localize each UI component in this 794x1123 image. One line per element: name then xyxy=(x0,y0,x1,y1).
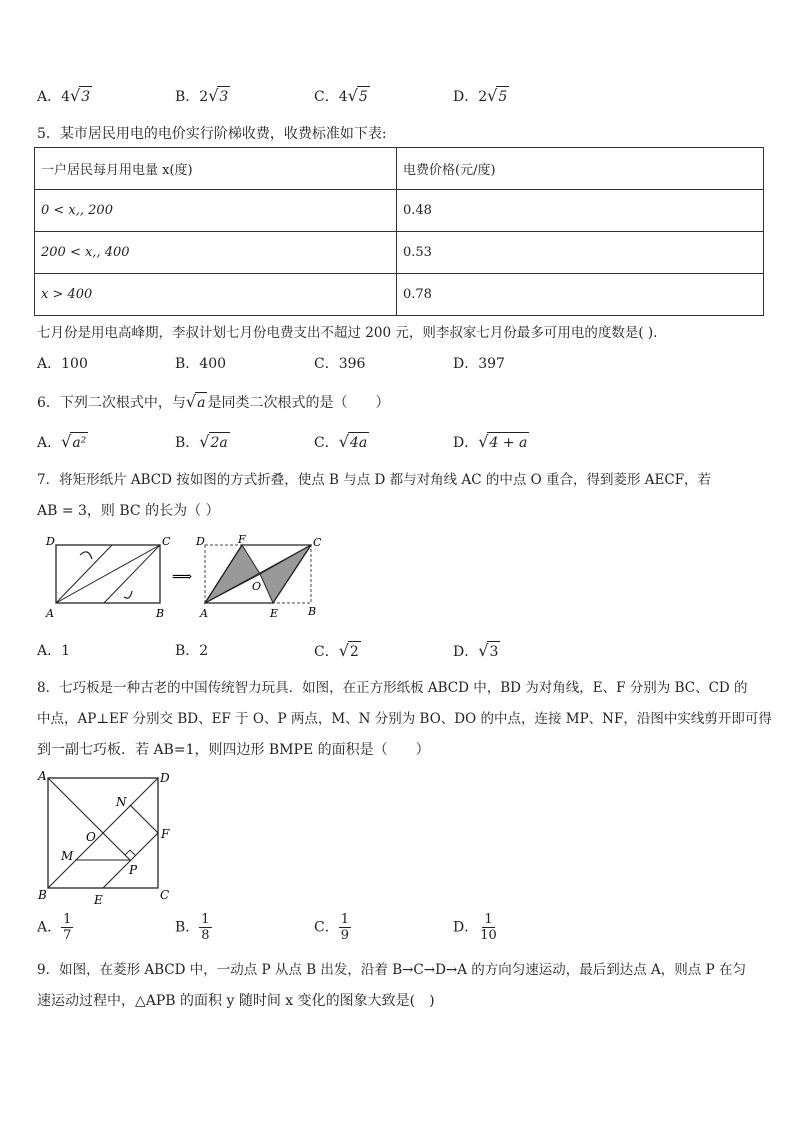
q7-option-c[interactable] xyxy=(314,641,361,662)
label-b: B xyxy=(38,888,47,902)
q7-option-a[interactable] xyxy=(37,641,70,661)
radical-sign: √ xyxy=(199,432,210,451)
option-label: A． xyxy=(37,356,62,372)
q9-line1: 9．如图，在菱形 ABCD 中，一动点 P 从点 B 出发，沿着 B→C→D→A 的方向匀速运动，最后到达点 A，则点 P 在匀 xyxy=(37,962,746,978)
radical-sign: √ xyxy=(478,641,489,660)
q7-option-d[interactable] xyxy=(453,641,500,662)
option-label: A． xyxy=(37,919,62,936)
radical-sign: √ xyxy=(478,432,489,451)
price-table xyxy=(34,147,764,316)
label-c: C xyxy=(162,535,171,548)
q6-option-a[interactable] xyxy=(37,432,88,453)
q8-line3: 到一副七巧板．若 AB=1，则四边形 BMPE 的面积是（ ） xyxy=(37,742,430,758)
option-label: B． xyxy=(175,356,200,372)
option-coef: 2 xyxy=(478,89,488,105)
q4-option-d[interactable] xyxy=(453,86,509,107)
q7-line2: AB = 3，则 BC 的长为（ ） xyxy=(37,503,220,519)
option-label: A． xyxy=(37,643,62,659)
q6-option-c[interactable] xyxy=(314,432,369,453)
q5-stem: 5．某市居民用电的电价实行阶梯收费，收费标准如下表: xyxy=(37,126,387,142)
fold-line-1 xyxy=(56,545,112,603)
fold-arrow-2 xyxy=(124,591,132,598)
q6-stem-before: 6．下列二次根式中，与 xyxy=(37,395,186,411)
q6-stem-after: 是同类二次根式的是（ ） xyxy=(207,395,390,411)
table-cell: 0.48 xyxy=(397,190,764,232)
fraction-denominator: 9 xyxy=(340,928,349,943)
option-label: D． xyxy=(453,356,479,372)
option-coef: 2 xyxy=(199,89,209,105)
table-header-row xyxy=(35,148,764,190)
option-label: B． xyxy=(175,643,200,659)
q4-option-b[interactable] xyxy=(175,86,230,107)
option-label: B． xyxy=(175,919,200,936)
label-o: O xyxy=(86,830,96,844)
table-header-cell: 电费价格(元/度) xyxy=(397,148,764,190)
option-fraction xyxy=(339,912,351,943)
radical-sign: √ xyxy=(61,432,72,451)
option-radicand: 3 xyxy=(487,641,500,662)
fold-arrow-1 xyxy=(80,552,92,559)
q4-option-a[interactable] xyxy=(37,86,92,107)
option-label: C． xyxy=(314,644,339,660)
option-label: C． xyxy=(314,356,339,372)
option-radicand: 5 xyxy=(496,86,509,107)
option-text: 396 xyxy=(338,356,366,372)
fraction-numerator: 1 xyxy=(63,912,72,927)
option-radicand: 3 xyxy=(217,86,230,107)
option-coef: 4 xyxy=(338,89,348,105)
table-cell: 0.53 xyxy=(397,232,764,274)
option-radicand: 2 xyxy=(348,641,361,662)
label-f: F xyxy=(161,827,170,841)
table-row xyxy=(35,232,764,274)
fraction-numerator: 1 xyxy=(340,912,349,927)
q8-option-c[interactable] xyxy=(314,912,351,943)
radical-sign: √ xyxy=(70,86,81,105)
label-n: N xyxy=(116,795,127,809)
q4-option-c[interactable] xyxy=(314,86,370,107)
option-fraction xyxy=(61,912,73,943)
q5-option-b[interactable] xyxy=(175,354,226,374)
radical-sign: √ xyxy=(338,641,349,660)
label-e: E xyxy=(270,607,279,620)
label-m: M xyxy=(61,849,74,863)
table-row xyxy=(35,274,764,316)
label-c: C xyxy=(160,888,170,902)
option-label: B． xyxy=(175,435,200,451)
fraction-numerator: 1 xyxy=(201,912,210,927)
fold-line-2 xyxy=(104,545,160,603)
table-cell: 0 < x,, 200 xyxy=(35,190,397,232)
option-radicand: 3 xyxy=(79,86,92,107)
option-radicand: 4a xyxy=(348,432,369,453)
q6-option-d[interactable] xyxy=(453,432,529,453)
option-label: C． xyxy=(314,435,339,451)
q6-stem-radicand: a xyxy=(195,392,207,413)
table-cell: 0.78 xyxy=(397,274,764,316)
label-d: D xyxy=(160,771,170,785)
table-header-cell: 一户居民每月用电量 x(度) xyxy=(35,148,397,190)
fraction-denominator: 10 xyxy=(480,928,497,943)
radical-sign: √ xyxy=(487,86,498,105)
q7-option-b[interactable] xyxy=(175,641,208,661)
option-label: B． xyxy=(175,89,200,105)
fraction-denominator: 8 xyxy=(201,928,210,943)
label-f: F xyxy=(238,533,246,546)
option-label: C． xyxy=(314,919,339,936)
q8-option-d[interactable] xyxy=(453,912,499,943)
option-label: D． xyxy=(453,89,479,105)
label-a: A xyxy=(38,769,47,783)
option-label: A． xyxy=(37,435,62,451)
option-label: C． xyxy=(314,89,339,105)
option-text: 100 xyxy=(61,356,88,372)
q9-line2: 速运动过程中，△APB 的面积 y 随时间 x 变化的图象大致是( ) xyxy=(37,993,435,1009)
label-b: B xyxy=(156,607,165,620)
radical-sign: √ xyxy=(185,392,197,411)
label-d: D xyxy=(46,535,55,548)
q8-line1: 8．七巧板是一种古老的中国传统智力玩具．如图，在正方形纸板 ABCD 中，BD 为对角线，E、F 分别为 BC、CD 的 xyxy=(37,680,748,696)
option-text: 2 xyxy=(199,643,209,659)
q7-line1: 7．将矩形纸片 ABCD 按如图的方式折叠，使点 B 与点 D 都与对角线 AC 的中点 O 重合，得到菱形 AECF，若 xyxy=(37,472,712,488)
table-row xyxy=(35,190,764,232)
right-angle-mark xyxy=(125,850,135,855)
option-radicand: 4 + a xyxy=(487,432,529,453)
q6-stem xyxy=(37,392,389,413)
radical-sign: √ xyxy=(208,86,219,105)
option-fraction xyxy=(199,912,211,943)
table-cell: x > 400 xyxy=(35,274,397,316)
fraction-numerator: 1 xyxy=(484,912,493,927)
q7-fold-figure xyxy=(40,533,340,623)
table-cell: 200 < x,, 400 xyxy=(35,232,397,274)
label-a: A xyxy=(46,607,54,620)
q5-option-d[interactable] xyxy=(453,354,505,374)
option-label: D． xyxy=(453,435,479,451)
label-o: O xyxy=(252,580,262,593)
option-coef: 4 xyxy=(61,89,71,105)
option-label: D． xyxy=(453,644,479,660)
q5-question: 七月份是用电高峰期，李叔计划七月份电费支出不超过 200 元，则李叔家七月份最多可用电的度数是( ). xyxy=(37,325,658,341)
arrow-icon: ⟹ xyxy=(172,569,193,585)
label-a2: A xyxy=(200,607,208,620)
diagonal-ac-folded xyxy=(205,545,311,603)
q8-line2: 中点，AP⊥EF 分别交 BD、EF 于 O、P 两点，M、N 分别为 BO、DO 的中点，连接 MP、NF，沿图中实线剪开即可得 xyxy=(37,711,772,727)
label-p: P xyxy=(129,863,138,877)
diagonal-ac xyxy=(56,545,160,603)
label-e: E xyxy=(94,893,103,906)
fraction-denominator: 7 xyxy=(63,928,72,943)
option-radicand: 2a xyxy=(209,432,230,453)
q5-option-c[interactable] xyxy=(314,354,365,374)
option-text: 400 xyxy=(199,356,227,372)
option-text: 1 xyxy=(61,643,71,659)
radical-sign: √ xyxy=(347,86,358,105)
q5-option-a[interactable] xyxy=(37,354,88,374)
q8-option-a[interactable] xyxy=(37,912,73,943)
label-d2: D xyxy=(196,535,205,548)
option-label: A． xyxy=(37,89,62,105)
option-radicand: a² xyxy=(70,432,88,453)
option-text: 397 xyxy=(478,356,505,372)
line-nf xyxy=(130,805,158,833)
q8-option-b[interactable] xyxy=(175,912,212,943)
radical-sign: √ xyxy=(338,432,349,451)
option-radicand: 5 xyxy=(357,86,370,107)
q6-option-b[interactable] xyxy=(175,432,230,453)
label-c2: C xyxy=(313,536,322,549)
shaded-triangle-right xyxy=(260,545,311,603)
option-fraction xyxy=(478,912,499,943)
option-label: D． xyxy=(453,919,479,936)
q8-tangram-figure xyxy=(34,768,184,906)
label-b2: B xyxy=(308,605,317,618)
shaded-triangle-left xyxy=(205,545,260,603)
